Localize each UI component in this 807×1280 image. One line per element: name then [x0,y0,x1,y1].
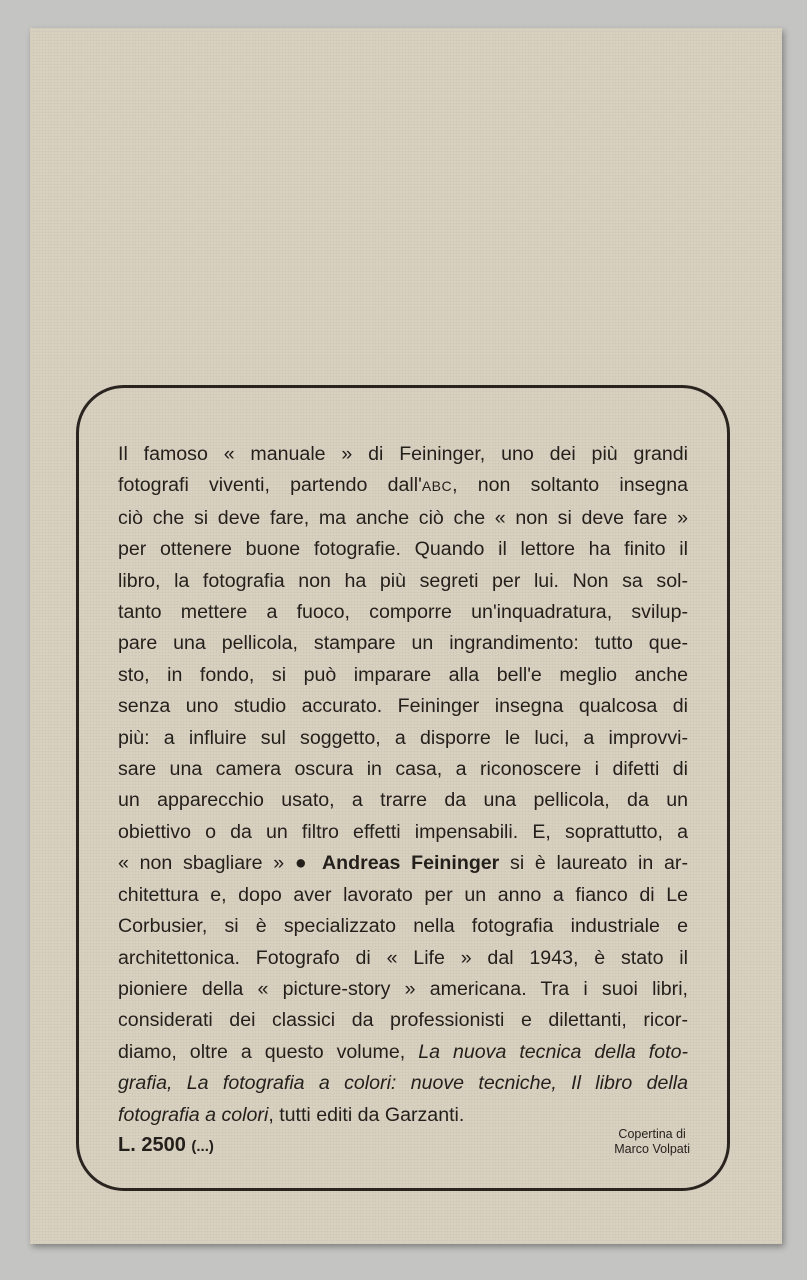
blurb-segment: chitettura e, dopo aver lavorato per un anno a fianco di Le [118,883,688,906]
blurb-line [118,1037,688,1068]
blurb-line [118,1005,688,1036]
credit-line-2: Marco Volpati [614,1142,690,1156]
blurb-segment: Il famoso « manuale » di Feininger, uno dei più grandi [118,443,688,465]
book-back-cover [30,28,782,1244]
cover-credit [614,1127,690,1157]
price-amount: L. 2500 [118,1134,186,1156]
blurb-line [118,628,688,659]
blurb-segment: fotografi viventi, partendo dall' [118,474,422,497]
blurb-line [118,439,688,470]
credit-line-1: Copertina di [618,1127,686,1141]
blurb-line [118,817,688,848]
blurb-segment: architettonica. Fotografo di « Life » dal 1943, è stato il [118,946,688,969]
blurb-segment: sare una camera oscura in casa, a riconoscere i difetti di [118,758,688,781]
blurb-segment: per ottenere buone fotografie. Quando il lettore ha finito il [118,538,688,561]
blurb-line [118,974,688,1005]
blurb-text [118,439,688,1131]
blurb-line [118,785,688,816]
blurb-segment: si è laureato in ar- [499,852,688,875]
book-title-text: fotografia a colori [118,1103,269,1126]
book-title-text: grafia, La fotografia a colori: nuove tecniche, Il libro della [118,1072,688,1095]
price-suffix: (...) [191,1138,214,1155]
blurb-line [118,534,688,565]
blurb-segment: più: a influire sul soggetto, a disporre le luci, a improvvi- [118,726,688,749]
blurb-segment: Corbusier, si è specializzato nella fotografia industriale e [118,915,688,938]
blurb-segment: pioniere della « picture-story » americana. Tra i suoi libri, [118,977,688,1000]
blurb-line [118,911,688,942]
blurb-line [118,1068,688,1099]
blurb-line [118,503,688,534]
blurb-segment: ciò che si deve fare, ma anche ciò che « non si deve fare » [118,506,688,529]
blurb-line [118,754,688,785]
blurb-line [118,723,688,754]
blurb-segment: sto, in fondo, si può imparare alla bell'e meglio anche [118,663,688,686]
blurb-line [118,943,688,974]
blurb-segment: pare una pellicola, stampare un ingrandimento: tutto que- [118,632,688,655]
blurb-segment: « non sbagliare » [118,852,295,875]
blurb-line [118,880,688,911]
blurb-line [118,848,688,879]
book-title-text: La nuova tecnica della foto- [418,1040,688,1063]
blurb-line [118,660,688,691]
blurb-segment: ABC [421,478,453,495]
blurb-segment: , non soltanto insegna [452,474,688,497]
blurb-segment: un apparecchio usato, a trarre da una pellicola, da un [118,789,688,812]
blurb-line [118,597,688,628]
blurb-segment: considerati dei classici da professionisti e dilettanti, ricor- [118,1009,688,1032]
blurb-segment: libro, la fotografia non ha più segreti per lui. Non sa sol- [118,569,688,592]
blurb-line [118,566,688,597]
blurb-segment: obiettivo o da un filtro effetti impensabili. E, soprattutto, a [118,820,688,843]
blurb-segment: diamo, oltre a questo volume, [118,1040,419,1063]
blurb-line [118,691,688,722]
blurb-segment: , tutti editi da Garzanti. [268,1103,465,1126]
blurb-line [118,1100,688,1131]
author-name: ● Andreas Feininger [294,852,500,875]
blurb-line [118,470,688,502]
price [118,1134,214,1157]
blurb-segment: tanto mettere a fuoco, comporre un'inquadratura, svilup- [118,601,688,624]
blurb-segment: senza uno studio accurato. Feininger insegna qualcosa di [118,695,688,718]
